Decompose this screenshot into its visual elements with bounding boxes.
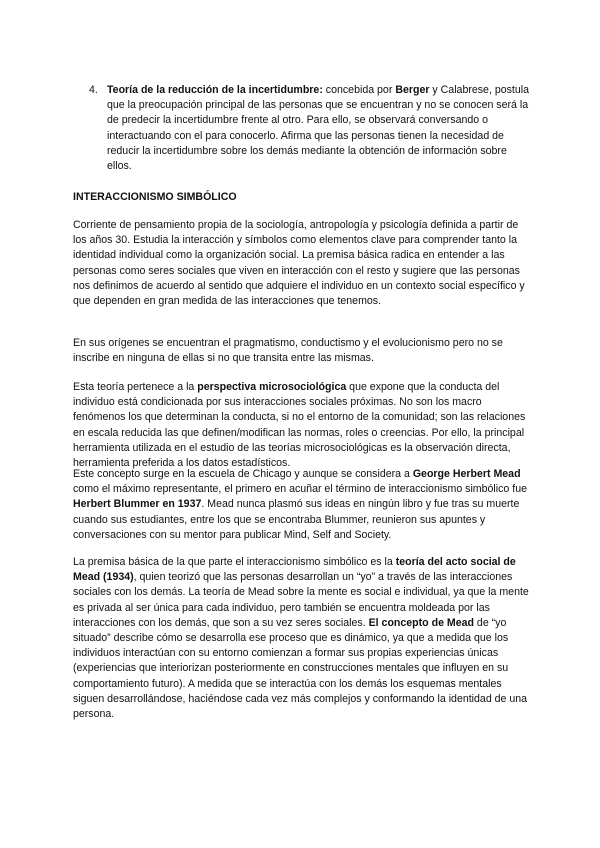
- bold-term: teoría del acto social de Mead (1934): [73, 556, 516, 584]
- paragraph-text: Este concepto surge en la escuela de Chicago y aunque se considera a: [73, 468, 413, 480]
- paragraph-4: [73, 467, 531, 543]
- paragraph-text: La premisa básica de la que parte el interaccionismo simbólico es la: [73, 556, 396, 568]
- bold-term: George Herbert Mead: [412, 468, 521, 480]
- paragraph-5: [73, 555, 531, 722]
- paragraph-text: . Mead nunca plasmó sus ideas en ningún libro y fue tras su muerte cuando sus estudiantes, entre los que se encontraba Blummer, reunieron sus apuntes y conversaciones con su mentor para publicar Mind, Self and Society.: [73, 498, 520, 541]
- paragraph-text: Esta teoría pertenece a la: [73, 381, 198, 393]
- paragraph-text: , quien teorizó que las personas desarrollan un “yo” a través de las interacciones sociales con los demás. La teoría de Mead sobre la mente es social e individual, ya que la mente es privada al ser única para cada individuo, pero también se encuentra moldeada por las interacciones con los demás, que son a su vez seres sociales.: [73, 571, 529, 629]
- list-item-title: Teoría de la reducción de la incertidumbre:: [107, 84, 323, 96]
- author-name: Berger: [395, 84, 430, 96]
- paragraph-3: [73, 380, 531, 471]
- paragraph-text: que expone que la conducta del individuo está condicionada por sus interacciones sociales próximas. No son los macro fenómenos los que determinan la conducta, si no el entorno de la comunidad; son las relaciones en escala reducida las que definen/modifican las normas, roles o creencias. Por ello, la principal herramienta utilizada en el estudio de las teorías microsociológicas es la observación directa, herramienta preferida a los datos estadísticos.: [73, 381, 526, 470]
- list-item-text: [107, 83, 529, 174]
- bold-term: El concepto de Mead: [368, 616, 474, 629]
- section-heading: INTERACCIONISMO SIMBÓLICO: [73, 191, 237, 203]
- paragraph-text: de “yo situado” describe cómo se desarrolla ese proceso que es dinámico, ya que a medida que los individuos interactúan con su entorno comienzan a formar sus propias experiencias únicas (experiencias que interiorizan posteriormente en construcciones mentales que influyen en su comportamiento futuro). A medida que se interactúa con los demás los esquemas mentales siguen desarrollándose, haciéndose cada vez más complejos y conformando la identidad de una persona.: [73, 616, 528, 721]
- list-item-text-part: concebida por: [322, 84, 396, 96]
- paragraph-2: En sus orígenes se encuentran el pragmatismo, conductismo y el evolucionismo pero no se inscribe en ninguna de ellas si no que transita entre las mismas.: [73, 337, 503, 365]
- list-item-text-part: y Calabrese, postula que la preocupación principal de las personas que se encuentran y no se conocen será la de predecir la incertidumbre frente al otro. Para ello, se observará conversando o interactuando con el para conocerlo. Afirma que las personas tienen la necesidad de reducir la incertidumbre sobre los demás mediante la obtención de información sobre ellos.: [107, 84, 529, 173]
- bold-term: Herbert Blummer en 1937: [73, 498, 202, 511]
- bold-term: perspectiva microsociológica: [197, 381, 347, 393]
- paragraph-1: Corriente de pensamiento propia de la sociología, antropología y psicología definida a partir de los años 30. Estudia la interacción y símbolos como elementos clave para comprender tanto la identidad individual como la organización social. La premisa básica radica en entender a las personas como seres sociales que viven en interacción con el resto y sugiere que las personas nos definimos de acuerdo al sentido que adquiere el individuo en un contexto social específico y que dependen en gran medida de las interacciones que tenemos.: [73, 219, 525, 308]
- paragraph-text: como el máximo representante, el primero en acuñar el término de interaccionismo simbólico fue: [73, 483, 527, 496]
- list-number: 4.: [89, 84, 98, 96]
